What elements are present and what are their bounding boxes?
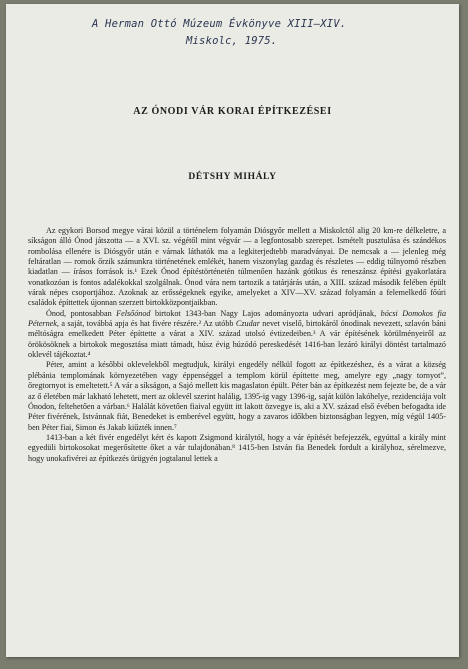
body-paragraph (28, 226, 446, 309)
body-paragraph (28, 433, 446, 464)
text-run: Péter, amint a későbbi oklevelekből megtudjuk, királyi engedély nélkül fogott az építkezéshez, és a várat a község plébánia templomának környezetében vagy éppenséggel a templom körül építtette meg, amelyre egy „nagy tornyot”, őregtornyot is emeltetett.⁵ A vár a síkságon, a Sajó mellett kis magaslaton épült. Péter bán az építkezést nem fejezte be, de a vár az ő életében már lakható lehetett, mert az oklevél szerint halálig, 1395-ig vagy 1396-ig, saját külön lakóhelye, rezidenciája volt Ónodon, feltehetően a várban.⁶ Halálát követően fiaival együtt itt lakott özvegye is, aki a XV. század első évében befogadta ide Péter fivérének, Istvánnak fiát, Benedeket is emberével együtt, hogy a zavaros időkben biztonságban legyen, míg végül 1405-ben Péter fiai, Simon és Jakab kiűzték innen.⁷ (28, 360, 446, 432)
text-run: Ónod, pontosabban (46, 308, 117, 318)
italic-text-run: bócsi Domokos fia Péternek (28, 308, 447, 329)
handwritten-note-line1: A Herman Ottó Múzeum Évkönyve XIII–XIV. (92, 18, 347, 30)
text-run: , a saját, továbbá apja és hat fivére részére.² Az utóbb (56, 319, 236, 329)
text-run: Az egykori Borsod megye várai közül a történelem folyamán Diósgyőr mellett a Miskolctól alig 20 km-re délkeletre, a síkságon álló Ónod játszotta — a XVI. sz. végétől mint végvár — a legfontosabb szerepet. Ismételt pusztulása és szándékos rombolása ellenére is Diósgyőr után e várnak láthatók ma a legkiterjedtebb maradványai. De nemcsak a — jelenleg még feltáratlan — romok őrzik számunkra történetének emlékét, hanem viszonylag gazdag és részletes — eddig túlnyomó részben kiadatlan — írásos források is.¹ Ezek Ónod építéstörténetén túlmenően hazánk gótikus és reneszánsz építési gyakorlatára vonatkozóan is fontos adalékokkal szolgálnak. Ónod vára nem tartozik a tatárjárás után, a XIII. század második felében épült várak népes csoportjához. Azoknak az erősségeknek egyike, amelyeket a XIV—XV. század folyamán a felemelkedő főúri családok építtettek újonnan szerzett birtokközpontjaikban. (28, 226, 446, 308)
article-title: AZ ÓNODI VÁR KORAI ÉPÍTKEZÉSEI (133, 106, 332, 117)
body-paragraph (28, 309, 446, 361)
document-page (6, 4, 459, 657)
text-run: birtokot 1343-ban Nagy Lajos adományozta udvari apródjának, (150, 308, 381, 318)
text-run: 1413-ban a két fivér engedélyt kért és kapott Zsigmond királytól, hogy a vár építését befejezzék, egyúttal a király mint egyedüli birtokosokat megerősítette őket a vár tulajdonában.⁸ 1415-ben István fia Benedek fordult a királyhoz, sérelmezve, hogy unokafivérei az építkezés ürügyén jogtalanul lettek a (28, 432, 446, 463)
body-paragraph (28, 360, 446, 432)
article-body (28, 226, 446, 464)
article-author: DÉTSHY MIHÁLY (188, 172, 277, 182)
text-run: nevet viselő, birtokáról ónodinak nevezett, szlavón báni méltóságra emelkedett Péter építtette a várat a XIV. század utolsó évtizedeiben.³ A vár építésének körülményeiről az örökösöknek a birtokok megosztása miatt támadt, húsz évig húzódó pereskedését 1416-ban lezáró királyi döntést tartalmazó oklevél tájékoztat.⁴ (28, 319, 446, 360)
handwritten-note-line2: Miskolc, 1975. (186, 35, 278, 47)
italic-text-run: Felsőónod (116, 308, 151, 318)
italic-text-run: Czudar (235, 319, 260, 329)
